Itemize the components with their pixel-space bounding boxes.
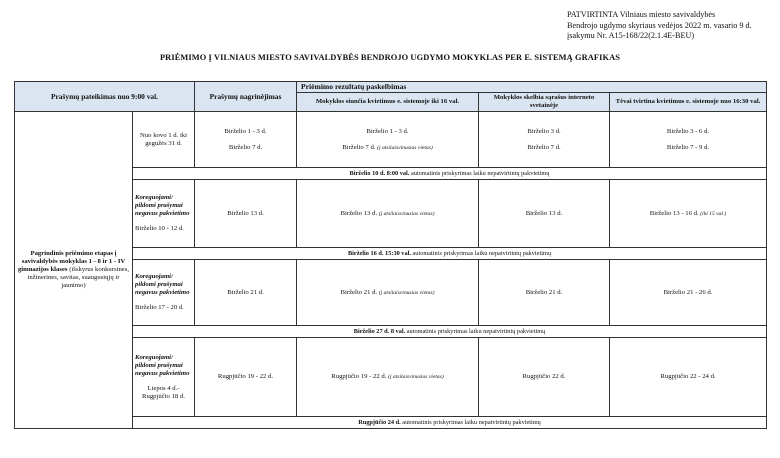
auto-assignment-text: automatinis priskyrimas laiku nepatvirtintų pakvietimų: [412, 249, 552, 257]
stage-exceptions: (išskyrus konkursines, inžinerines, savitas, suaugusiųjų ir jaunimo): [27, 266, 130, 289]
stage-title: Pagrindinis priėmimo etapas į savivaldybės mokyklas 1 - 8 ir 1 - IV gimnazijos klases: [17, 250, 126, 273]
header-parents-confirm: Tėvai tvirtina kvietimus e. sistemoje nuo 16:30 val.: [610, 93, 767, 112]
correction-label: Koreguojami/ pildomi prašymai negavus pakvietimo: [135, 353, 190, 377]
confirm-cell: [610, 180, 767, 248]
send-cell: [297, 260, 479, 326]
send-note: (į atsilaisvinusias vietas): [388, 374, 444, 380]
send-date: Birželio 21 d.: [340, 288, 378, 296]
correction-cell: [133, 180, 195, 248]
header-review: Prašymų nagrinėjimas: [195, 82, 297, 112]
correction-dates: Birželio 17 - 20 d.: [135, 304, 184, 311]
confirm-cell: [610, 112, 767, 168]
send-cell: [297, 338, 479, 417]
auto-assignment-date: Birželio 27 d. 8 val.: [353, 327, 406, 335]
review-date: Rugpjūčio 19 - 22 d.: [195, 338, 297, 417]
send-note: (į atsilaisvinusias vietas): [378, 210, 435, 217]
header-results-group: Priėmimo rezultatų paskelbimas: [297, 82, 767, 93]
confirm-date: Rugpjūčio 22 - 24 d.: [610, 338, 767, 417]
publish-date: Birželio 13 d.: [479, 180, 610, 248]
correction-dates: Liepos 4 d.- Rugpjūčio 18 d.: [142, 384, 185, 400]
send-note: (į atsilaisvinusias vietas): [377, 144, 433, 151]
auto-assignment-text: automatinis priskyrimas laiku nepatvirtintų pakvietimų: [410, 169, 550, 177]
send-date: Birželio 7 d.: [342, 143, 376, 151]
approval-line-3: įsakymu Nr. A15-168/22(2.1.4E-BEU): [567, 31, 695, 40]
auto-assignment-row: [133, 326, 767, 338]
correction-label: Koreguojami/ pildomi prašymai negavus pakvietimo: [135, 273, 190, 296]
confirm-note: (iki 15 val.): [700, 210, 727, 217]
review-date: Birželio 7 d.: [228, 143, 263, 151]
header-schools-send: Mokyklos siunčia kvietimus e. sistemoje iki 16 val.: [297, 93, 479, 112]
send-date: Birželio 13 d.: [340, 209, 378, 217]
document-title: PRIĖMIMO Į VILNIAUS MIESTO SAVIVALDYBĖS BENDROJO UGDYMO MOKYKLAS PER E. SISTEMĄ GRAFIKAS: [159, 53, 621, 62]
send-cell: [297, 112, 479, 168]
auto-assignment-row: [133, 248, 767, 260]
review-date: Birželio 13 d.: [195, 180, 297, 248]
correction-label: Koreguojami/ pildomi prašymai negavus pakvietimo: [135, 194, 190, 217]
publish-date: Birželio 7 d.: [527, 143, 561, 151]
auto-assignment-text: automatinis priskyrimas laiku nepatvirtintų pakvietimų: [406, 327, 546, 335]
approval-line-1: PATVIRTINTA Vilniaus miesto savivaldybės: [567, 10, 716, 19]
publish-cell: [479, 112, 610, 168]
submit-period: Nuo kovo 1 d. iki gegužės 31 d.: [133, 112, 195, 168]
confirm-date: Birželio 3 - 6 d.: [666, 127, 710, 135]
auto-assignment-date: Birželio 10 d. 8:00 val.: [349, 169, 410, 177]
approval-line-2: Bendrojo ugdymo skyriaus vedėjos 2022 m. vasario 9 d.: [567, 20, 752, 30]
send-cell: [297, 180, 479, 248]
correction-cell: [133, 338, 195, 417]
auto-assignment-row: [133, 168, 767, 180]
review-date: Birželio 21 d.: [195, 260, 297, 326]
review-date: Birželio 1 - 3 d.: [224, 127, 267, 135]
auto-assignment-text: automatinis priskyrimas laiku nepatvirtintų pakvietimų: [402, 418, 541, 426]
auto-assignment-row: [133, 417, 767, 429]
approval-note: [567, 10, 772, 42]
header-submission: Prašymų pateikimas nuo 9:00 val.: [15, 82, 195, 112]
correction-cell: [133, 260, 195, 326]
confirm-date: Birželio 21 - 26 d.: [610, 260, 767, 326]
confirm-date: Birželio 13 - 16 d.: [649, 209, 699, 217]
correction-dates: Birželio 10 - 12 d.: [135, 225, 184, 232]
schedule-table: [14, 81, 767, 429]
publish-date: Birželio 21 d.: [479, 260, 610, 326]
confirm-date: Birželio 7 - 9 d.: [666, 143, 710, 151]
stage-cell: [15, 112, 133, 429]
publish-date: Birželio 3 d.: [527, 127, 561, 135]
auto-assignment-date: Birželio 16 d. 15:30 val.: [347, 249, 411, 257]
auto-assignment-date: Rugpjūčio 24 d.: [358, 418, 401, 426]
header-schools-publish: Mokyklos skelbia sąrašus interneto svetainėje: [479, 93, 610, 112]
send-date: Birželio 1 - 3 d.: [366, 127, 409, 135]
send-date: Rugpjūčio 19 - 22 d.: [331, 373, 387, 380]
review-cell: [195, 112, 297, 168]
publish-date: Rugpjūčio 22 d.: [479, 338, 610, 417]
send-note: (į atsilaisvinusias vietas): [378, 289, 435, 296]
